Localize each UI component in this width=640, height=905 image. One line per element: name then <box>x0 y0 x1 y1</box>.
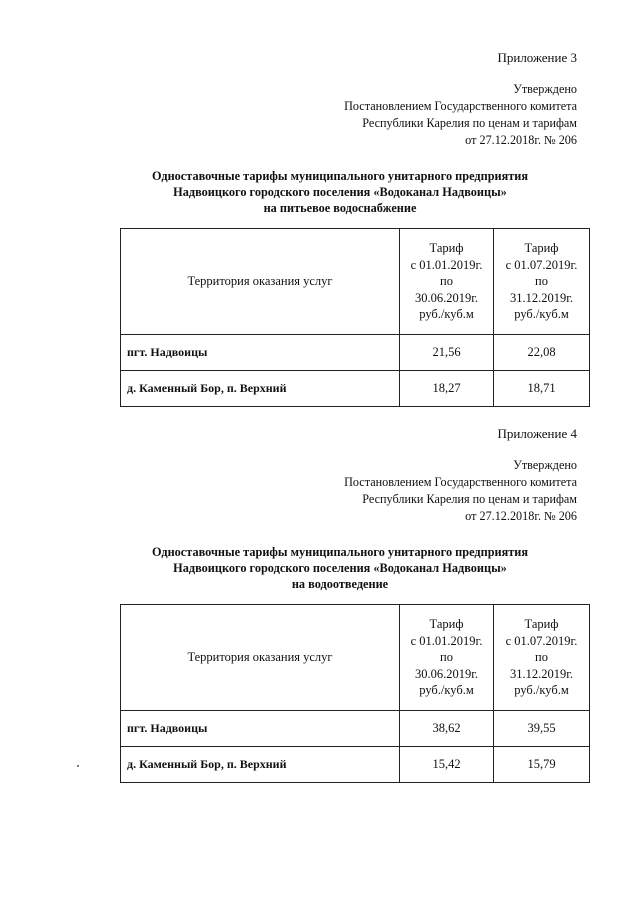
tariff-title <box>110 544 570 592</box>
tariff-table <box>120 604 590 783</box>
approval-line: Утверждено <box>513 82 577 96</box>
approval-line: Республики Карелия по ценам и тарифам <box>362 116 577 130</box>
approval-block <box>344 457 577 525</box>
approval-line: Утверждено <box>513 458 577 472</box>
approval-line: Республики Карелия по ценам и тарифам <box>362 492 577 506</box>
header-tariff-h2: Тариф с 01.07.2019г. по 31.12.2019г. руб./куб.м <box>494 605 590 711</box>
header-tariff-h1: Тариф с 01.01.2019г. по 30.06.2019г. руб./куб.м <box>400 229 494 335</box>
tariff-cell: 18,27 <box>400 371 494 407</box>
territory-cell: д. Каменный Бор, п. Верхний <box>121 747 400 783</box>
tariff-cell: 38,62 <box>400 711 494 747</box>
header-territory: Территория оказания услуг <box>121 605 400 711</box>
header-territory: Территория оказания услуг <box>121 229 400 335</box>
scan-speck <box>77 765 79 767</box>
tariff-table <box>120 228 590 407</box>
approval-line: Постановлением Государственного комитета <box>344 475 577 489</box>
title-line: Надвоицкого городского поселения «Водоканал Надвоицы» <box>173 561 507 575</box>
appendix-label: Приложение 4 <box>497 426 577 441</box>
tariff-cell: 39,55 <box>494 711 590 747</box>
title-line: Одноставочные тарифы муниципального унитарного предприятия <box>151 169 529 183</box>
tariff-title <box>110 168 570 216</box>
title-line: на водоотведение <box>291 577 389 591</box>
table-row <box>121 711 590 747</box>
territory-cell: д. Каменный Бор, п. Верхний <box>121 371 400 407</box>
approval-block <box>344 81 577 149</box>
table-header-row <box>121 229 590 335</box>
table-header-row <box>121 605 590 711</box>
tariff-cell: 21,56 <box>400 335 494 371</box>
tariff-cell: 22,08 <box>494 335 590 371</box>
approval-line: Постановлением Государственного комитета <box>344 99 577 113</box>
approval-line: от 27.12.2018г. № 206 <box>465 133 577 147</box>
territory-cell: пгт. Надвоицы <box>121 711 400 747</box>
approval-line: от 27.12.2018г. № 206 <box>465 509 577 523</box>
title-line: на питьевое водоснабжение <box>263 201 417 215</box>
tariff-cell: 15,79 <box>494 747 590 783</box>
table-row <box>121 371 590 407</box>
table-row <box>121 747 590 783</box>
table-row <box>121 335 590 371</box>
title-line: Одноставочные тарифы муниципального унитарного предприятия <box>151 545 529 559</box>
tariff-cell: 15,42 <box>400 747 494 783</box>
title-line: Надвоицкого городского поселения «Водоканал Надвоицы» <box>173 185 507 199</box>
header-tariff-h1: Тариф с 01.01.2019г. по 30.06.2019г. руб./куб.м <box>400 605 494 711</box>
tariff-cell: 18,71 <box>494 371 590 407</box>
header-tariff-h2: Тариф с 01.07.2019г. по 31.12.2019г. руб./куб.м <box>494 229 590 335</box>
territory-cell: пгт. Надвоицы <box>121 335 400 371</box>
appendix-label: Приложение 3 <box>497 50 577 65</box>
